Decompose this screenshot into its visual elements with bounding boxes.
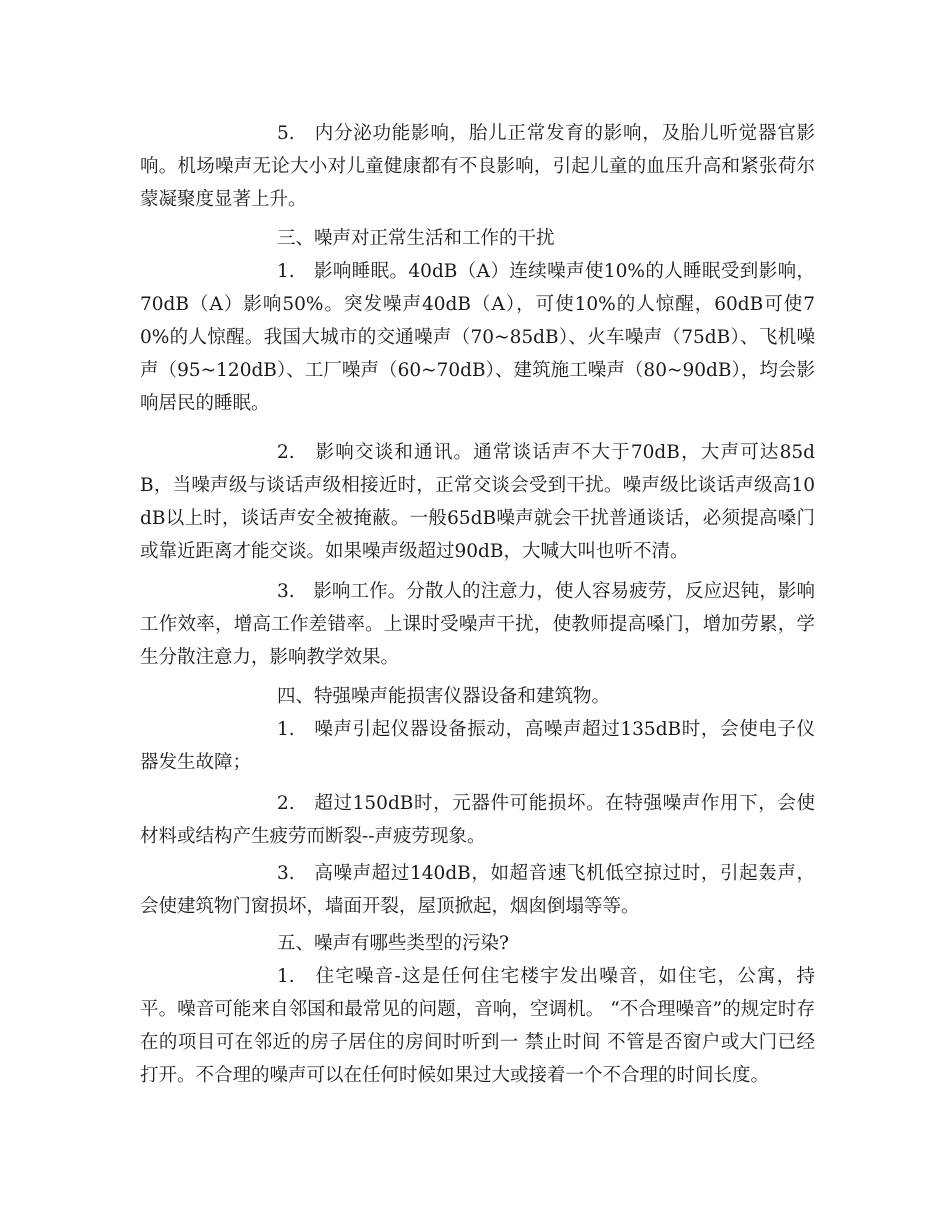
paragraph-endocrine-effects: 5. 内分泌功能影响，胎儿正常发育的影响，及胎儿听觉器官影响。机场噪声无论大小对儿童健康都有不良影响，引起儿童的血压升高和紧张荷尔蒙凝聚度显著上升。 [140,123,815,210]
paragraph-building-damage: 3. 高噪声超过140dB，如超音速飞机低空掠过时，引起轰声，会使建筑物门窗损坏，墙面开裂，屋顶掀起，烟囱倒塌等等。 [140,863,815,917]
paragraph-residential-noise: 1. 住宅噪音-这是任何住宅楼宇发出噪音，如住宅，公寓，持平。噪音可能来自邻国和最常见的问题，音响，空调机。 “不合理噪音”的规定时存在的项目可在邻近的房子居住的房间时听到一 禁止时间 不管是否窗户或大门已经打开。不合理的噪声可以在任何时候如果过大或接着一个不合理的时间长度。 [140,966,815,1086]
paragraph-communication: 2. 影响交谈和通讯。通常谈话声不大于70dB，大声可达85dB，当噪声级与谈话声级相接近时，正常交谈会受到干扰。噪声级比谈话声级高10dB以上时，谈话声安全被掩蔽。一般65dB噪声就会干扰普通谈话，必须提高嗓门或靠近距离才能交谈。如果噪声级超过90dB，大喊大叫也听不清。 [140,442,815,562]
paragraph-sleep: 1. 影响睡眠。40dB（A）连续噪声使10%的人睡眠受到影响，70dB（A）影响50%。突发噪声40dB（A），可使10%的人惊醒，60dB可使70%的人惊醒。我国大城市的交通噪声（70~85dB）、火车噪声（75dB）、飞机噪声（95~120dB）、工厂噪声（60~70dB）、建筑施工噪声（80~90dB），均会影响居民的睡眠。 [140,261,815,414]
section-heading-five: 五、噪声有哪些类型的污染? [277,933,509,954]
paragraph-component-damage: 2. 超过150dB时，元器件可能损坏。在特强噪声作用下，会使材料或结构产生疲劳而断裂--声疲劳现象。 [140,793,815,847]
section-heading-three: 三、噪声对正常生活和工作的干扰 [277,228,555,249]
paragraph-equipment-vibration: 1. 噪声引起仪器设备振动，高噪声超过135dB时，会使电子仪器发生故障； [140,719,815,773]
paragraph-work: 3. 影响工作。分散人的注意力，使人容易疲劳，反应迟钝，影响工作效率，增高工作差错率。上课时受噪声干扰，使教师提高嗓门，增加劳累，学生分散注意力，影响教学效果。 [140,581,815,668]
section-heading-four: 四、特强噪声能损害仪器设备和建筑物。 [277,686,611,707]
